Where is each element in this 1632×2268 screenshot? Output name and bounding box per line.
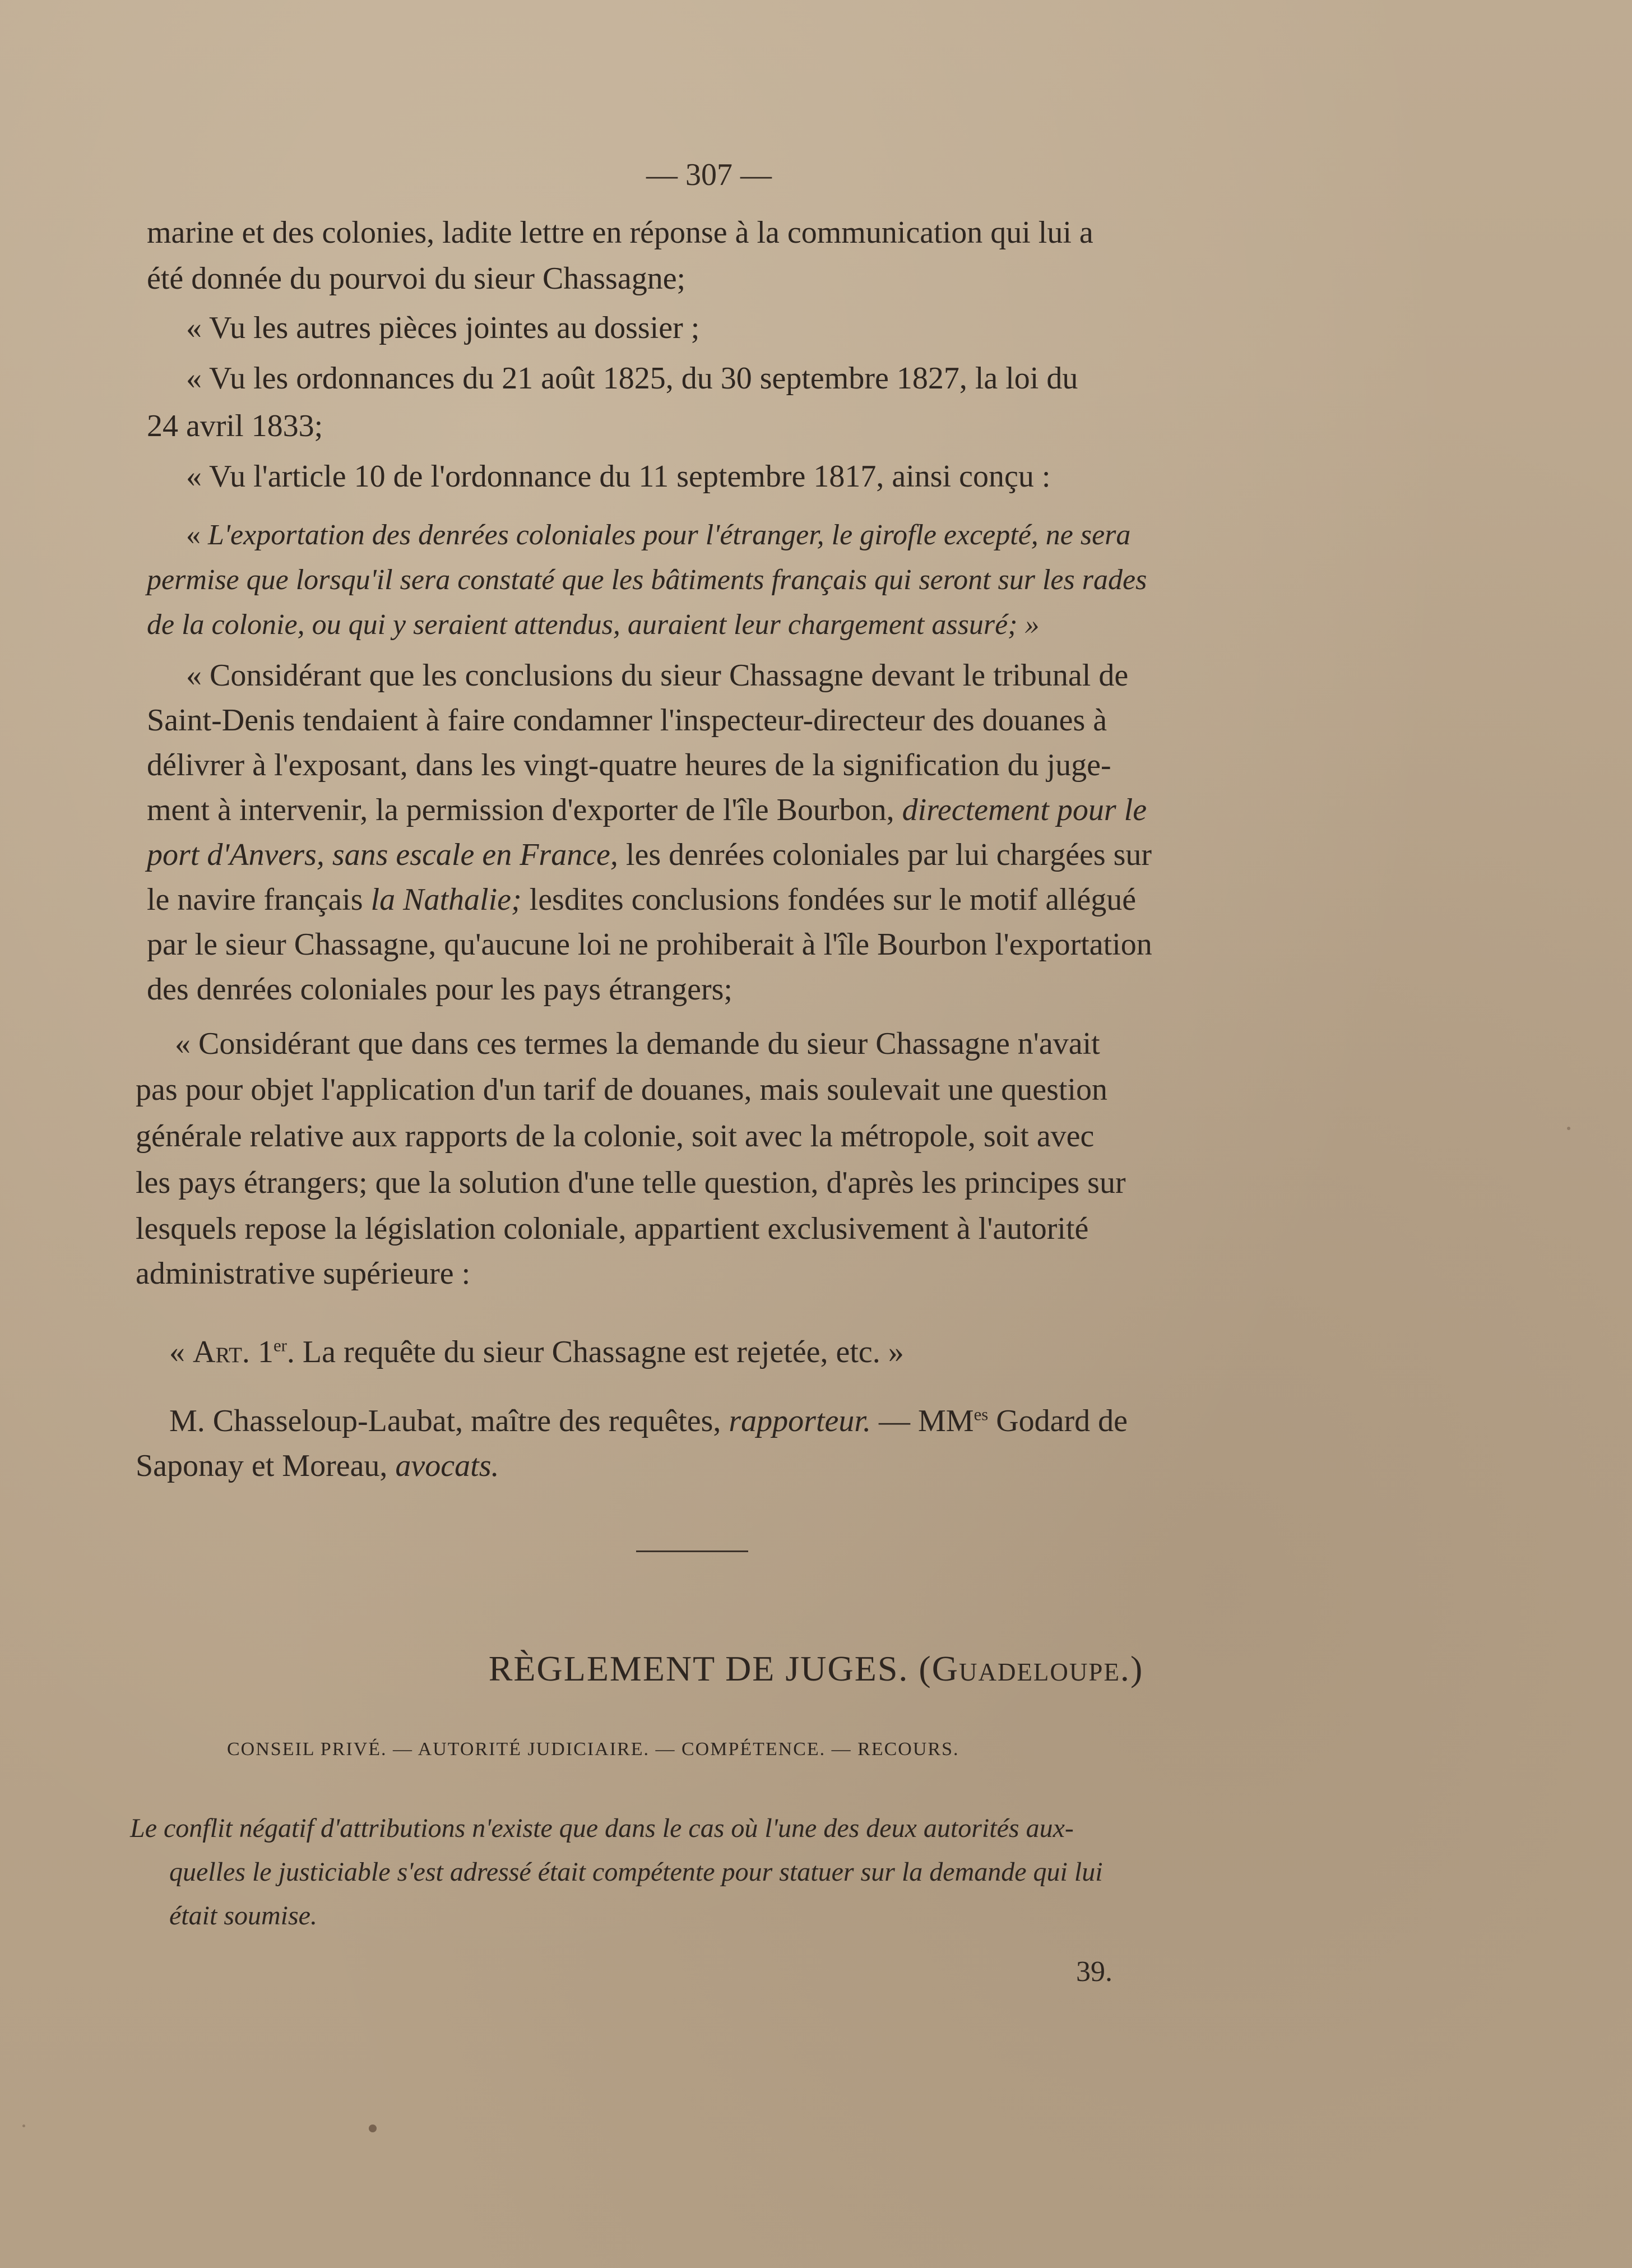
text-line-11: Saint-Denis tendaient à faire condamner l'inspecteur-directeur des douanes à: [147, 703, 1107, 738]
paper-blemish: [22, 2124, 25, 2127]
text-segment-italic: la Nathalie;: [370, 882, 522, 917]
section-title-main: RÈGLEMENT DE JUGES. (: [488, 1649, 932, 1688]
section-divider: [636, 1550, 748, 1552]
text-line-1: marine et des colonies, ladite lettre en réponse à la communication qui lui a: [147, 215, 1093, 250]
text-line-18: « Considérant que dans ces termes la demande du sieur Chassagne n'avait: [175, 1026, 1100, 1061]
text-segment: — MM: [870, 1404, 974, 1438]
section-title: [0, 1648, 1632, 1690]
text-line-23: administrative supérieure :: [136, 1256, 471, 1291]
text-line-12: délivrer à l'exposant, dans les vingt-quatre heures de la signification du juge-: [147, 748, 1111, 783]
signatories-line-1: [169, 1403, 1128, 1439]
decision-article: [169, 1334, 904, 1370]
section-keywords: CONSEIL PRIVÉ. — AUTORITÉ JUDICIAIRE. — COMPÉTENCE. — RECOURS.: [227, 1739, 959, 1760]
text-line-17: des denrées coloniales pour les pays étrangers;: [147, 972, 732, 1007]
text-line-20: générale relative aux rapports de la colonie, soit avec la métropole, soit avec: [136, 1119, 1095, 1154]
text-segment: M. Chasseloup-Laubat, maître des requêtes,: [169, 1404, 729, 1438]
printer-signature-mark: 39.: [1076, 1956, 1112, 1988]
text-segment-italic: directement pour le: [902, 793, 1147, 827]
section-title-close: ): [1130, 1649, 1144, 1688]
text-line-10: « Considérant que les conclusions du sieur Chassagne devant le tribunal de: [186, 658, 1129, 693]
paper-blemish: [369, 2124, 377, 2132]
quoted-ordinance-line-1: [186, 517, 1130, 553]
text-segment: Godard de: [988, 1404, 1128, 1438]
quoted-ordinance-line-2: permise que lorsqu'il sera constaté que les bâtiments français qui seront sur les rades: [147, 564, 1147, 596]
text-segment: lesdites conclusions fondées sur le motif allégué: [521, 882, 1137, 917]
honorific-suffix: es: [973, 1405, 989, 1424]
abstract-line-2: quelles le justiciable s'est adressé était compétente pour statuer sur la demande qui lui: [169, 1857, 1103, 1887]
article-label: Art.: [193, 1335, 250, 1369]
quoted-ordinance-line-3: de la colonie, ou qui y seraient attendus, auraient leur chargement assuré; »: [147, 609, 1040, 641]
article-ordinal: er: [273, 1336, 287, 1355]
text-line-22: lesquels repose la législation coloniale, appartient exclusivement à l'autorité: [136, 1211, 1089, 1246]
text-segment: ment à intervenir, la permission d'exporter de l'île Bourbon,: [147, 793, 902, 827]
text-line-5: 24 avril 1833;: [147, 409, 323, 443]
article-number: 1: [249, 1335, 273, 1369]
quote-mark: «: [169, 1335, 193, 1369]
text-line-2: été donnée du pourvoi du sieur Chassagne;: [147, 261, 686, 296]
page-number: — 307 —: [646, 158, 772, 192]
text-line-21: les pays étrangers; que la solution d'une telle question, d'après les principes sur: [136, 1165, 1126, 1200]
article-text: . La requête du sieur Chassagne est rejetée, etc. »: [286, 1335, 904, 1369]
text-segment: les denrées coloniales par lui chargées sur: [618, 837, 1152, 872]
section-title-location: Guadeloupe.: [931, 1649, 1130, 1688]
quote-text: L'exportation des denrées coloniales pour l'étranger, le girofle excepté, ne sera: [208, 519, 1131, 551]
abstract-line-1: Le conflit négatif d'attributions n'existe que dans le cas où l'une des deux autorités aux-: [130, 1813, 1074, 1843]
text-line-3: « Vu les autres pièces jointes au dossier ;: [186, 311, 700, 345]
text-line-6: « Vu l'article 10 de l'ordonnance du 11 septembre 1817, ainsi conçu :: [186, 459, 1051, 494]
signatories-line-2: [136, 1448, 499, 1484]
paper-blemish: [1567, 1127, 1570, 1130]
text-line-19: pas pour objet l'application d'un tarif de douanes, mais soulevait une question: [136, 1072, 1108, 1107]
quote-mark: «: [186, 519, 208, 551]
abstract-line-3: était soumise.: [169, 1901, 317, 1931]
text-segment-italic: avocats.: [395, 1448, 499, 1483]
text-segment: le navire français: [147, 882, 371, 917]
text-line-13: [147, 792, 1147, 828]
text-line-16: par le sieur Chassagne, qu'aucune loi ne prohiberait à l'île Bourbon l'exportation: [147, 927, 1152, 962]
text-segment-italic: rapporteur.: [729, 1404, 871, 1438]
text-segment-italic: port d'Anvers, sans escale en France,: [147, 837, 618, 872]
text-line-14: [147, 837, 1152, 873]
text-segment: Saponay et Moreau,: [136, 1448, 396, 1483]
text-line-4: « Vu les ordonnances du 21 août 1825, du 30 septembre 1827, la loi du: [186, 361, 1078, 396]
text-line-15: [147, 882, 1136, 918]
